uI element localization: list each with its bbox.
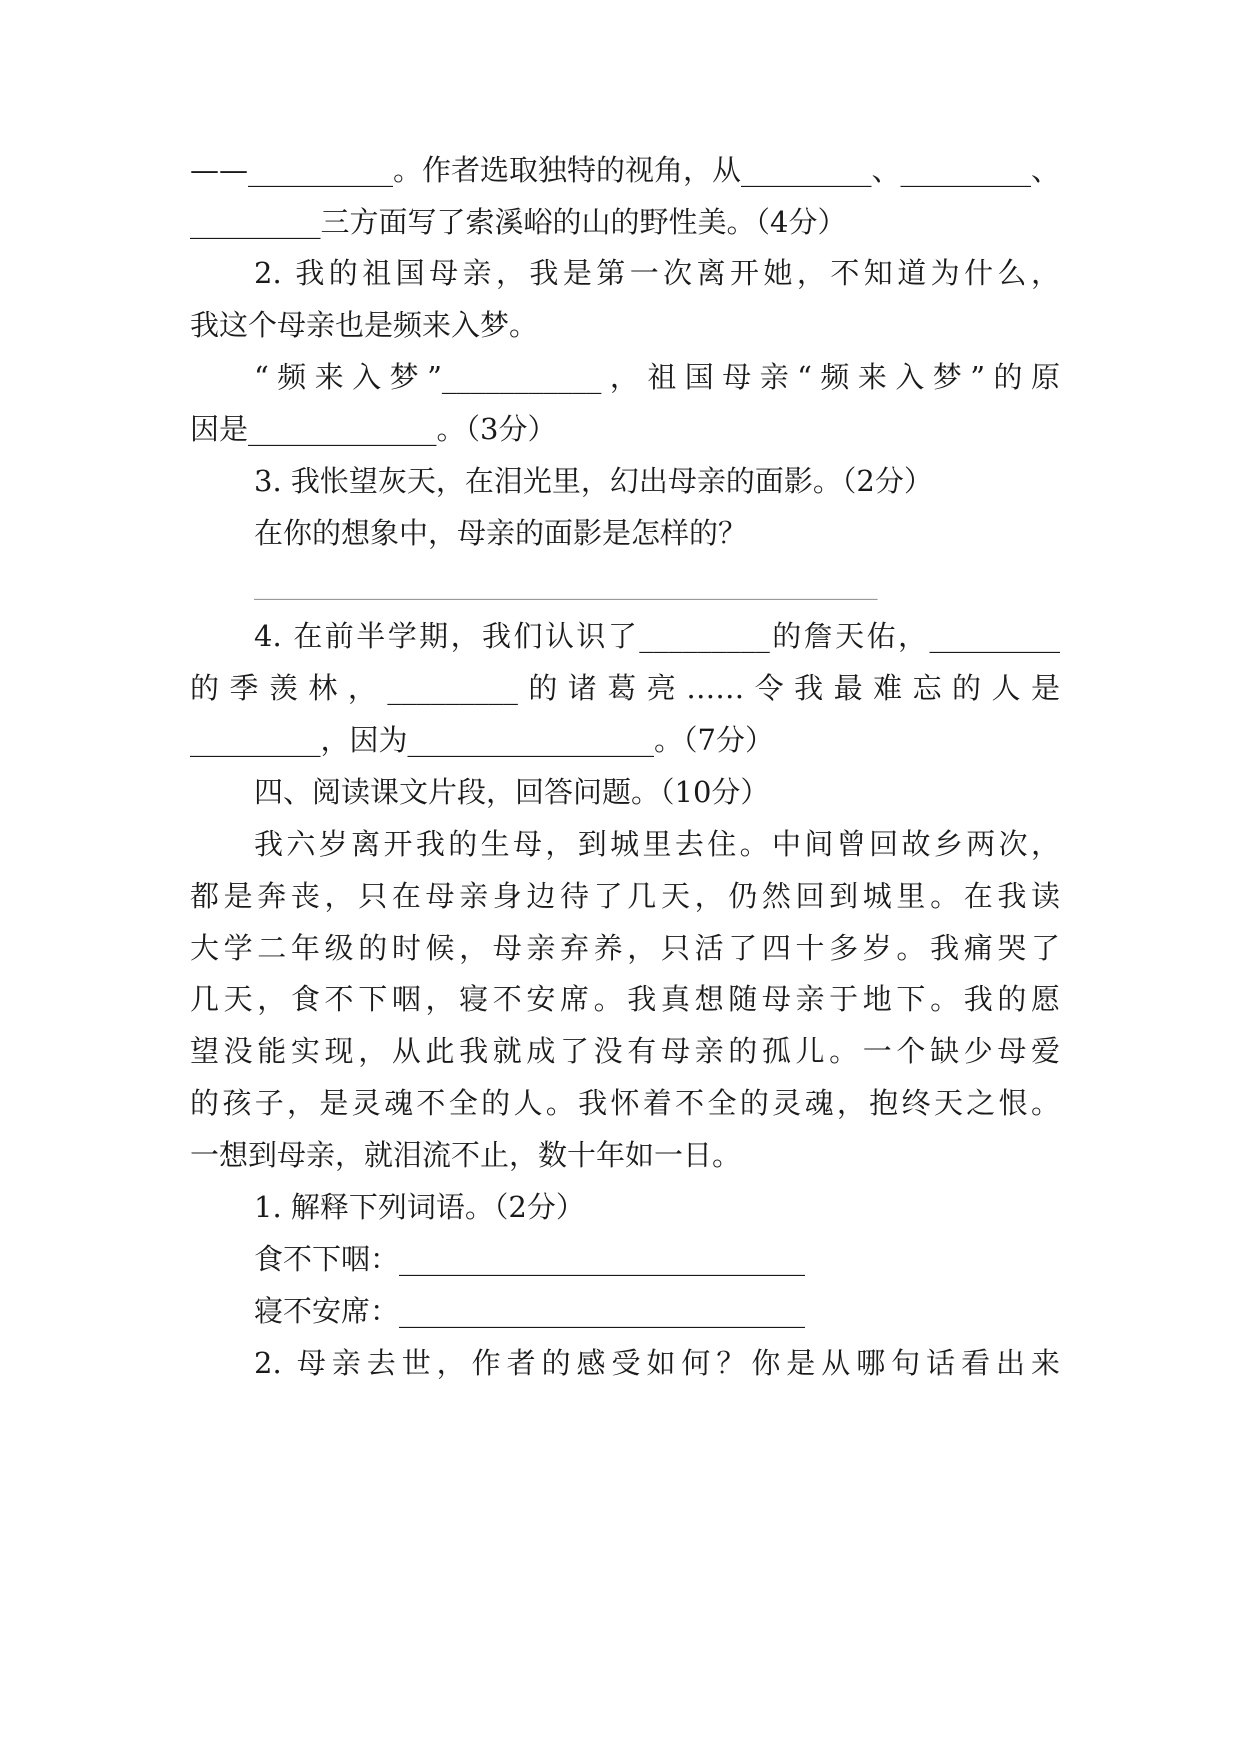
text-line-10: 4. 在前半学期，我们认识了_________的詹天佑，_________ <box>254 619 1060 653</box>
text-line-5: “频来入梦”___________，祖国母亲“频来入梦”的原 <box>254 360 1060 394</box>
text-line-2: _________三方面写了索溪峪的山的野性美。（4分） <box>190 205 847 239</box>
text-line-7: 3. 我怅望灰天，在泪光里，幻出母亲的面影。（2分） <box>254 464 933 498</box>
text-line-11: 的季羡林，_________的诸葛亮……令我最难忘的人是 <box>190 671 1060 705</box>
question-1: 1. 解释下列词语。（2分） <box>254 1190 585 1224</box>
section-heading: 四、阅读课文片段，回答问题。（10分） <box>254 775 770 809</box>
text-line-12: _________，因为_________________。（7分） <box>190 723 774 757</box>
text-line-8: 在你的想象中，母亲的面影是怎样的？ <box>254 516 748 550</box>
question-2: 2. 母亲去世，作者的感受如何？你是从哪句话看出来 <box>254 1346 1060 1380</box>
passage-line-3: 大学二年级的时候，母亲弃养，只活了四十多岁。我痛哭了 <box>190 931 1060 965</box>
passage-line-6: 的孩子，是灵魂不全的人。我怀着不全的灵魂，抱终天之恨。 <box>190 1086 1060 1120</box>
passage-line-2: 都是奔丧，只在母亲身边待了几天，仍然回到城里。在我读 <box>190 879 1060 913</box>
text-line-4: 我这个母亲也是频来入梦。 <box>190 308 539 342</box>
passage-line-7: 一想到母亲，就泪流不止，数十年如一日。 <box>190 1138 742 1172</box>
definition-line-1: 食不下咽：____________________________ <box>254 1242 806 1276</box>
text-line-3: 2. 我的祖国母亲，我是第一次离开她，不知道为什么， <box>254 256 1060 290</box>
text-line-6: 因是_____________。（3分） <box>190 412 557 446</box>
passage-line-1: 我六岁离开我的生母，到城里去住。中间曾回故乡两次， <box>254 827 1060 861</box>
answer-blank-line: ___________________________________________ <box>254 566 878 600</box>
text-line-1: ——__________。作者选取独特的视角，从_________、_________、 <box>190 153 1060 187</box>
passage-line-5: 望没能实现，从此我就成了没有母亲的孤儿。一个缺少母爱 <box>190 1034 1060 1068</box>
definition-line-2: 寝不安席：____________________________ <box>254 1294 806 1328</box>
passage-line-4: 几天，食不下咽，寝不安席。我真想随母亲于地下。我的愿 <box>190 982 1060 1016</box>
